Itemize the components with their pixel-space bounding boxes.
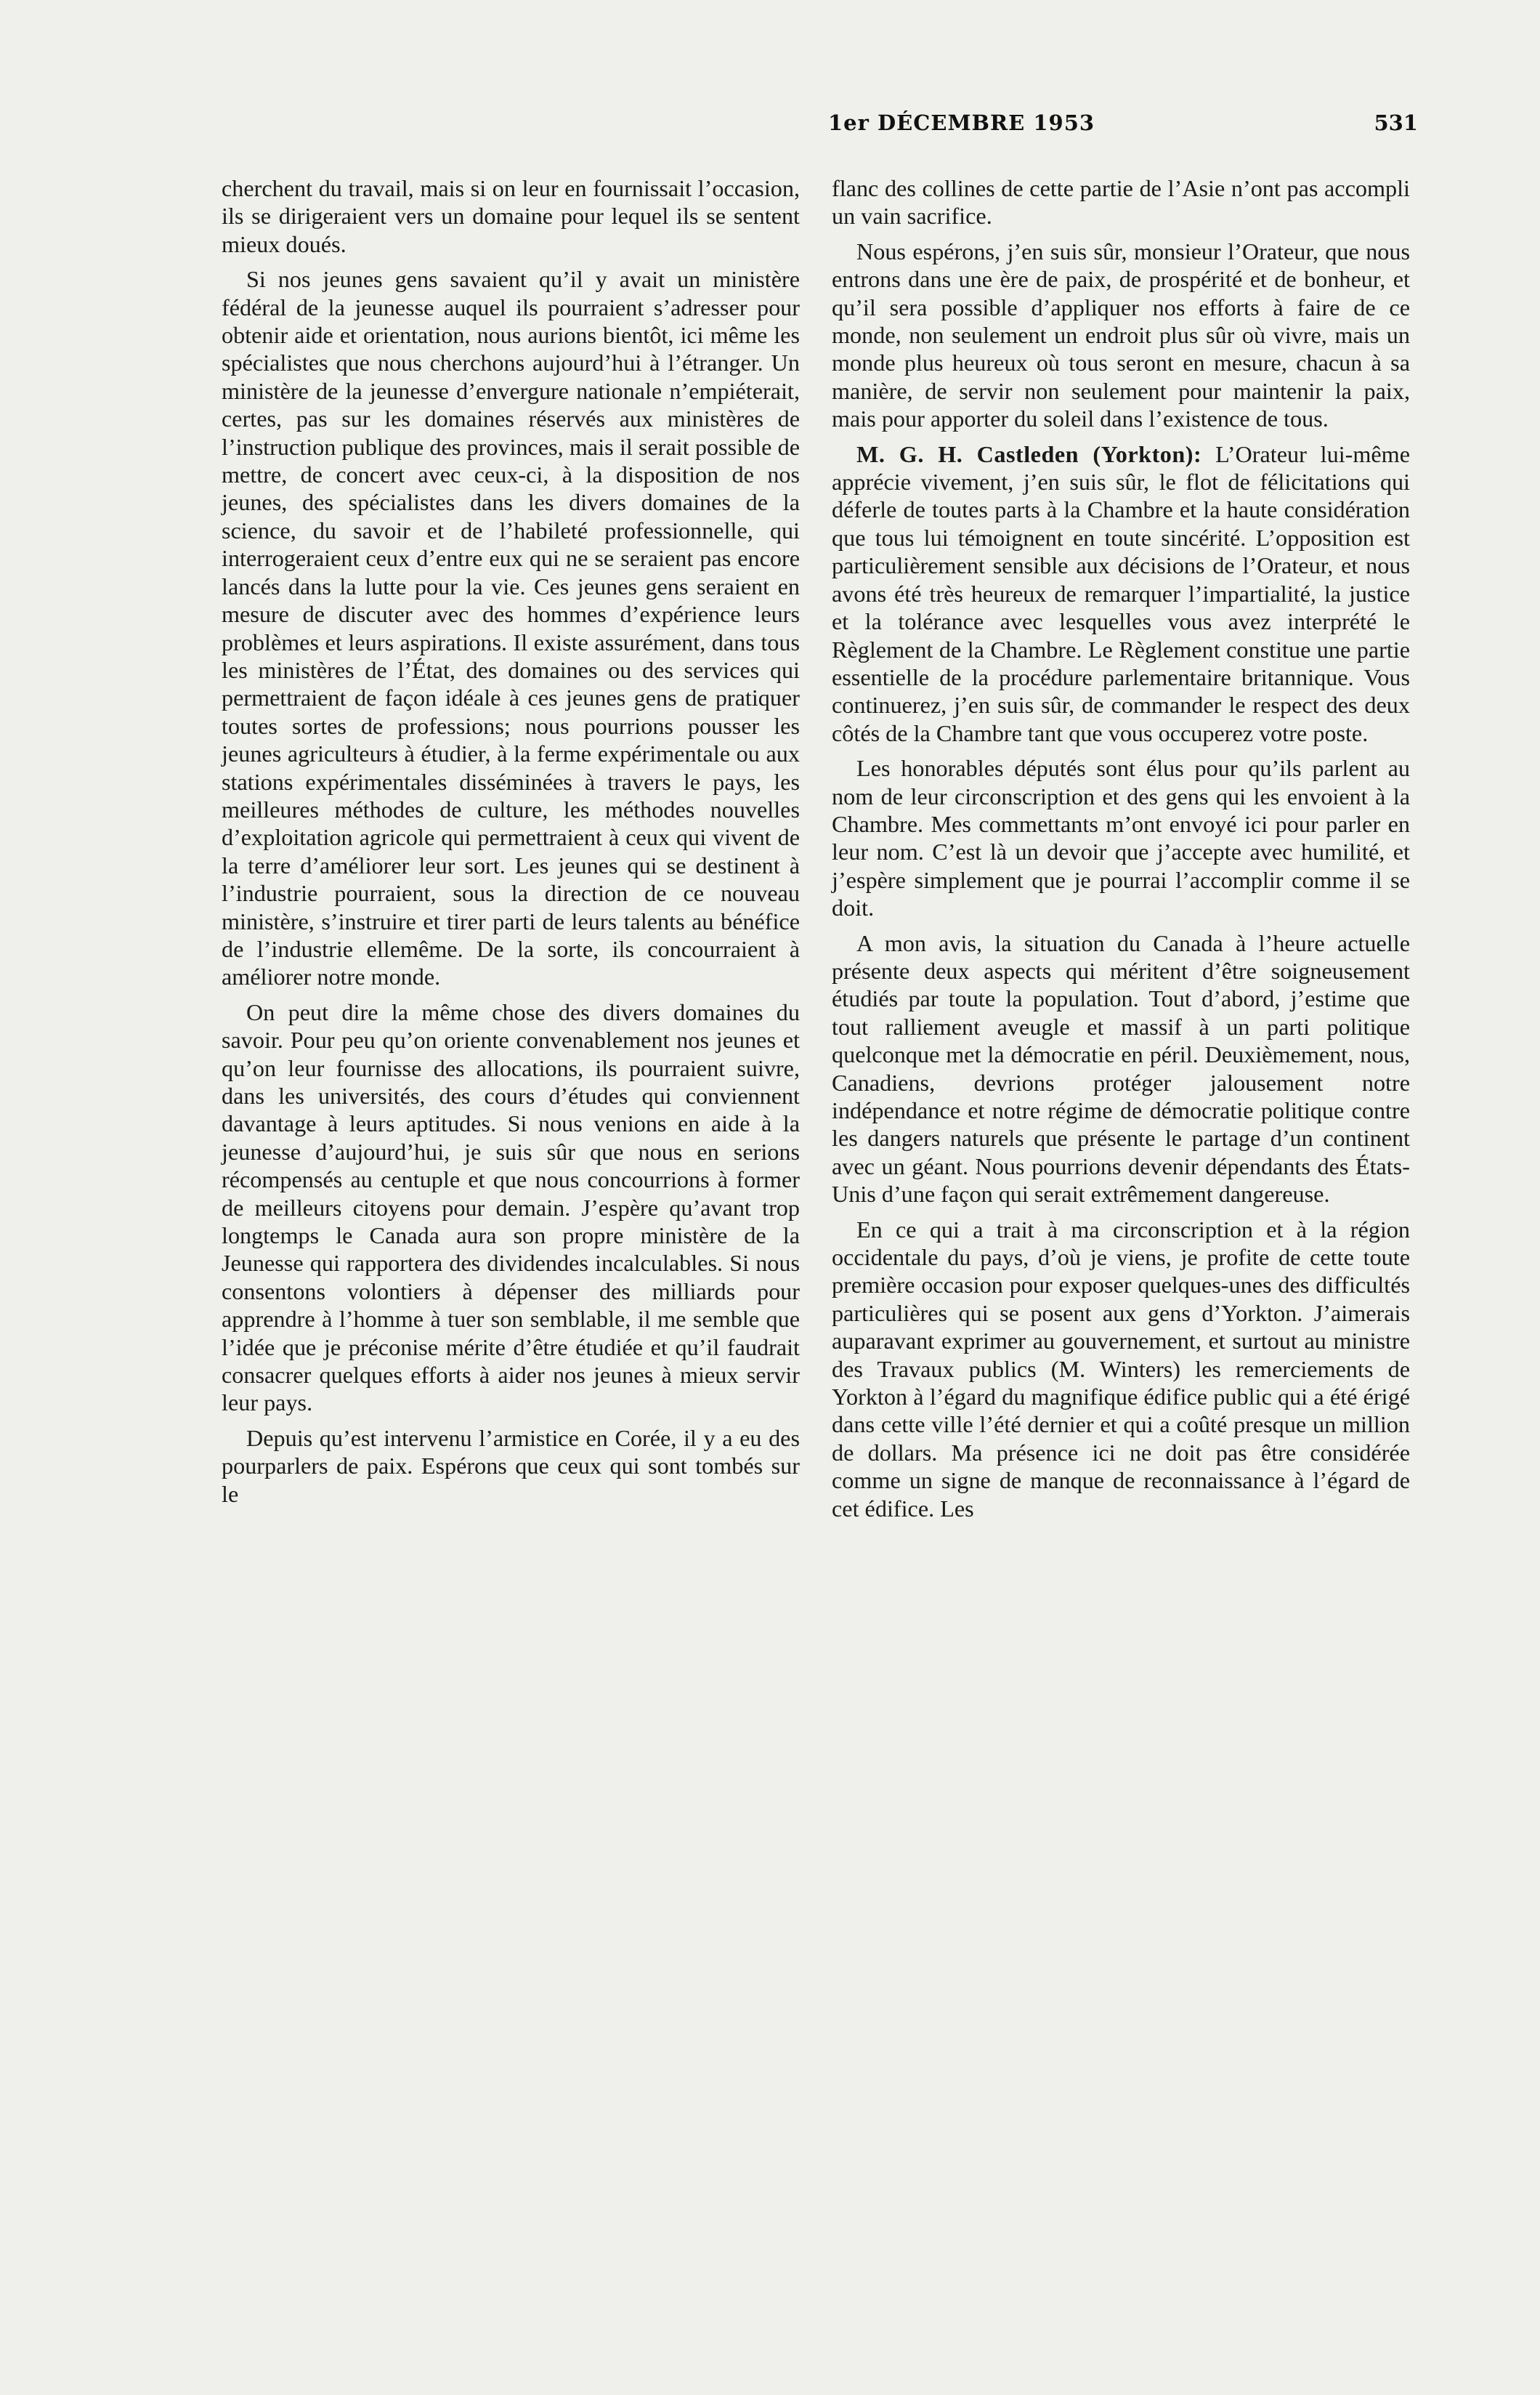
header-date: 1er DÉCEMBRE 1953 — [828, 110, 1095, 135]
paragraph: flanc des collines de cette partie de l’Asie n’ont pas accompli un vain sacrifice. — [832, 175, 1410, 230]
page-number: 531 — [1374, 110, 1418, 135]
paragraph: Nous espérons, j’en suis sûr, monsieur l’Orateur, que nous entrons dans une ère de paix, de prospérité et de bonheur, et qu’il sera possible d’appliquer nos efforts à faire de ce monde, non seulement un endroit plus sûr où vivre, mais un monde plus heureux où tous seront en mesure, chacun à sa manière, de servir non seulement pour maintenir la paix, mais pour apporter du soleil dans l’existence de tous. — [832, 238, 1410, 432]
right-column — [832, 174, 1410, 1530]
speaker-paragraph — [832, 440, 1410, 747]
page-header — [828, 110, 1418, 147]
paragraph: Si nos jeunes gens savaient qu’il y avait un ministère fédéral de la jeunesse auquel ils pourraient s’adresser pour obtenir aide et orientation, nous aurions bientôt, ici même les spécialistes que nous cherchons aujourd’hui à l’étranger. Un ministère de la jeunesse d’envergure nationale n’empiéterait, certes, pas sur les domaines réservés aux ministères de l’instruction publique des provinces, mais il serait possible de mettre, de concert avec ceux-ci, à la disposition de nos jeunes, des spécialistes dans les divers domaines de la science, du savoir et de l’habileté professionnelle, qui interrogeraient ceux d’entre eux qui ne se seraient pas encore lancés dans la lutte pour la vie. Ces jeunes gens seraient en mesure de discuter avec des hommes d’expérience leurs problèmes et leurs aspirations. Il existe assurément, dans tous les ministères de l’État, des domaines ou des services qui permettraient de façon idéale à ces jeunes gens de pratiquer toutes sortes de professions; nous pourrions pousser les jeunes agriculteurs à étudier, à la ferme expérimentale ou aux stations expérimentales disséminées à travers le pays, les meilleures méthodes de culture, les méthodes nouvelles d’exploitation agricole qui permettraient à ceux qui vivent de la terre d’améliorer leur sort. Les jeunes qui se destinent à l’industrie pourraient, sous la direction de ce nouveau ministère, s’instruire et tirer parti de leurs talents au bénéfice de l’industrie ellemême. De la sorte, ils concourraient à améliorer notre monde. — [222, 266, 800, 990]
paragraph: A mon avis, la situation du Canada à l’heure actuelle présente deux aspects qui méritent d’être soigneusement étudiés par toute la population. Tout d’abord, j’estime que tout ralliement aveugle et massif à un parti politique quelconque met la démocratie en péril. Deuxièmement, nous, Canadiens, devrions protéger jalousement notre indépendance et notre régime de démocratie politique contre les dangers naturels que présente le partage d’un continent avec un géant. Nous pourrions devenir dépendants des États-Unis d’une façon qui serait extrêmement dangereuse. — [832, 929, 1410, 1208]
paragraph: cherchent du travail, mais si on leur en fournissait l’occasion, ils se dirigeraient vers un domaine pour lequel ils se sentent mieux doués. — [222, 175, 800, 257]
paragraph: On peut dire la même chose des divers domaines du savoir. Pour peu qu’on oriente convenablement nos jeunes et qu’on leur fournisse des allocations, ils pourraient suivre, dans les universités, des cours d’études qui conviennent davantage à leurs aptitudes. Si nous venions en aide à la jeunesse d’aujourd’hui, je suis sûr que nous en serions récompensés au centuple et que nous concourrions à former de meilleurs citoyens pour demain. J’espère qu’avant trop longtemps le Canada aura son propre ministère de la Jeunesse qui rapportera des dividendes incalculables. Si nous consentons volontiers à dépenser des milliards pour apprendre à l’homme à tuer son semblable, il me semble que l’idée que je préconise mérite d’être étudiée et qu’il faudrait consacrer quelques efforts à aider nos jeunes à mieux servir leur pays. — [222, 998, 800, 1416]
speaker-text: L’Orateur lui-même apprécie vivement, j’en suis sûr, le flot de félicitations qui déferle de toutes parts à la Chambre et la haute considération que tous lui témoignent en toute sincérité. L’opposition est particulièrement sensible aux décisions de l’Orateur, et nous avons été très heureux de remarquer l’impartialité, la justice et la tolérance avec lesquelles vous avez interprété le Règlement de la Chambre. Le Règlement constitue une partie essentielle de la procédure parlementaire britannique. Vous continuerez, j’en suis sûr, de commander le respect des deux côtés de la Chambre tant que vous occuperez votre poste. — [832, 440, 1411, 746]
speaker-name: M. G. H. Castleden (Yorkton): — [856, 440, 1202, 467]
paragraph: Les honorables députés sont élus pour qu’ils parlent au nom de leur circonscription et des gens qui les envoient à la Chambre. Mes commettants m’ont envoyé ici pour parler en leur nom. C’est là un devoir que j’accepte avec humilité, et j’espère simplement que je pourrai l’accomplir comme il se doit. — [832, 755, 1410, 921]
left-column — [222, 174, 800, 1515]
paragraph: Depuis qu’est intervenu l’armistice en Corée, il y a eu des pourparlers de paix. Espérons que ceux qui sont tombés sur le — [222, 1424, 800, 1507]
paragraph: En ce qui a trait à ma circonscription et à la région occidentale du pays, d’où je viens, je profite de cette toute première occasion pour exposer quelques-unes des difficultés particulières qui se posent aux gens d’Yorkton. J’aimerais auparavant exprimer au gouvernement, et surtout au ministre des Travaux publics (M. Winters) les remerciements de Yorkton à l’égard du magnifique édifice public qui a été érigé dans cette ville l’été dernier et qui a coûté presque un million de dollars. Ma présence ici ne doit pas être considérée comme un signe de manque de reconnaissance à l’égard de cet édifice. Les — [832, 1216, 1410, 1522]
